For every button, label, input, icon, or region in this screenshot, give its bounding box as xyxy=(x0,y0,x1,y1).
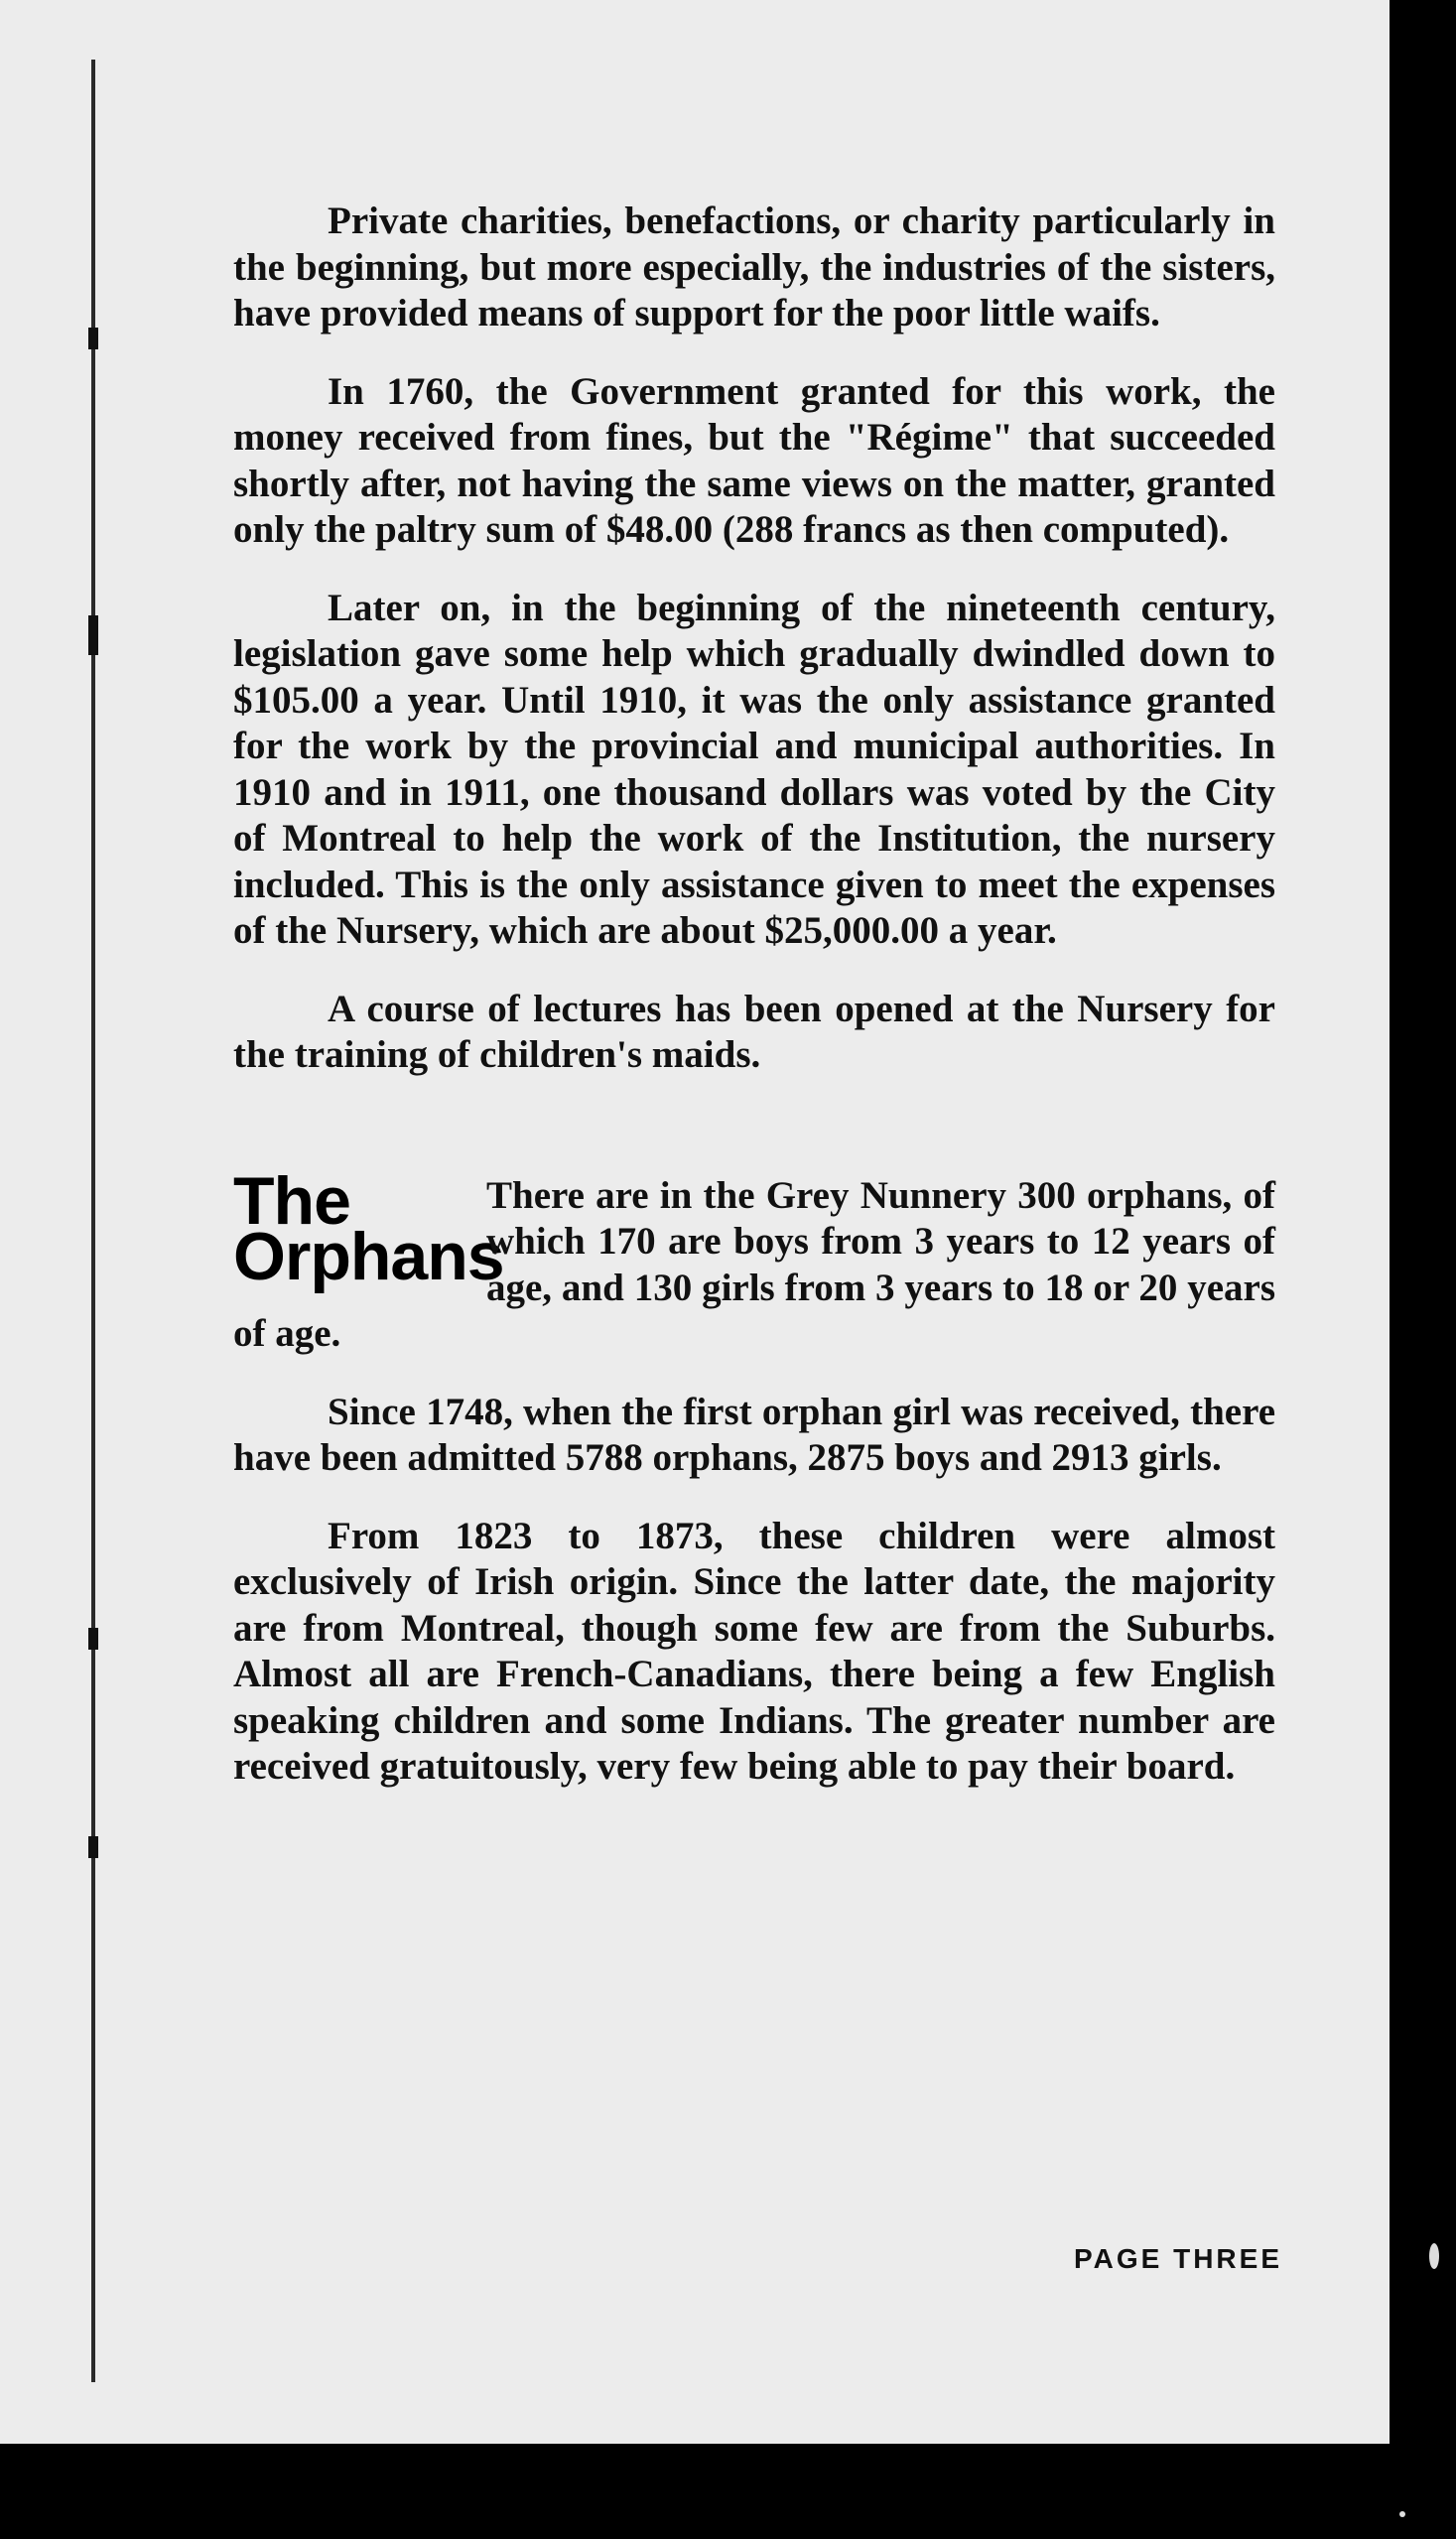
section-title xyxy=(233,1162,504,1294)
orphans-section xyxy=(233,1162,1275,1791)
scan-speck xyxy=(1429,2243,1439,2269)
gutter-mark xyxy=(88,615,98,655)
binding-gutter-line xyxy=(91,60,95,2382)
gutter-mark xyxy=(88,1628,98,1650)
page-number-footer: PAGE THREE xyxy=(1074,2243,1282,2274)
paragraph-lectures: A course of lectures has been opened at the Nursery for the training of children's maids. xyxy=(233,987,1275,1076)
gutter-mark xyxy=(88,328,98,349)
section-title-line-1: The xyxy=(233,1162,350,1239)
section-title-line-2: Orphans xyxy=(233,1218,504,1294)
paragraph-nineteenth-century: Later on, in the beginning of the nineteenth century, legislation gave some help which gradually dwindled down to $105.00 a year. Until 1910, it was the only assistance granted for the work by the provincial and municipal authorities. In 1910 and in 1911, one thousand dollars was voted by the City of Montreal to help the work of the Institution, the nursery included. This is the only assistance given to meet the expenses of the Nursery, which are about $25,000.00 a year. xyxy=(233,586,1275,952)
scan-speck xyxy=(1399,2511,1405,2517)
paragraph-grey-nunnery: There are in the Grey Nunnery 300 orphans, of which 170 are boys from 3 years to 12 years of age, and 130 girls from 3 years to 18 or 20 years of age. xyxy=(233,1173,1275,1355)
page-body xyxy=(233,199,1275,1822)
gutter-mark xyxy=(88,1836,98,1858)
paragraph-since-1748: Since 1748, when the first orphan girl was received, there have been admitted 5788 orphans, 2875 boys and 2913 girls. xyxy=(233,1390,1275,1479)
paragraph-charities: Private charities, benefactions, or charity particularly in the beginning, but more especially, the industries of the sisters, have provided means of support for the poor little waifs. xyxy=(233,200,1275,334)
paragraph-1823-1873: From 1823 to 1873, these children were almost exclusively of Irish origin. Since the latter date, the majority are from Montreal, though some few are from the Suburbs. Almost all are French-Canadians, there being a few English speaking children and some Indians. The greater number are received gratuitously, very few being able to pay their board. xyxy=(233,1514,1275,1788)
paragraph-1760-government: In 1760, the Government granted for this work, the money received from fines, but the "Régime" that succeeded shortly after, not having the same views on the matter, granted only the paltry sum of $48.00 (288 francs as then computed). xyxy=(233,369,1275,551)
